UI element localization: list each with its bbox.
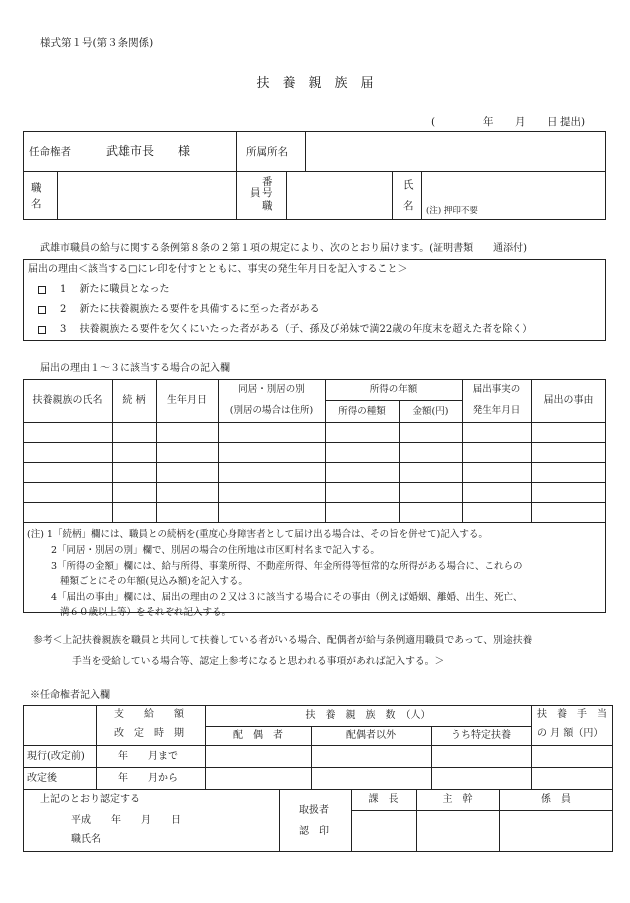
special-dependent-label: うち特定扶養 (451, 730, 511, 741)
reason-item-3: 3 扶養親族たる要件を欠くにいたった者がある（子、孫及び弟妹で満22歳の年度末を超えた者を除く） (38, 324, 532, 336)
form-number: 様式第１号(第３条関係) (40, 37, 154, 49)
handler-seal-label: 認 印 (299, 826, 329, 837)
allowance-label-1: 扶 養 手 当 (537, 709, 607, 720)
approval-date: 平成 年 月 日 (71, 815, 181, 826)
submission-date: ( 年 月 日 提出) (431, 116, 586, 128)
reference-text-2: 手当を受給している場合等、認定上参考になると思われる事項があれば記入する。＞ (72, 656, 445, 667)
revised-row-date: 年 月から (118, 773, 178, 784)
staff-label: 係 員 (541, 794, 571, 805)
col-cohabitation-note: (別居の場合は住所) (229, 405, 314, 417)
col-dependent-name: 扶養親族の氏名 (32, 394, 103, 406)
seal-note: (注) 押印不要 (426, 206, 478, 216)
reason-heading: 届出の理由＜該当する□にレ印を付すとともに、事実の発生年月日を記入すること＞ (28, 264, 408, 275)
pay-amount-label: 支 給 額 (114, 709, 184, 720)
current-row-date: 年 月まで (118, 751, 178, 762)
revised-row-label: 改定後 (27, 773, 57, 784)
chief-label: 課 長 (368, 794, 399, 805)
col-event-date-2: 発生年月日 (472, 405, 521, 417)
reason-item-1: 1 新たに職員となった (38, 284, 170, 296)
assistant-label: 主 幹 (442, 794, 473, 805)
dependents-count-head: 扶 養 親 族 数 （人） (305, 710, 431, 721)
department-label: 所属所名 (246, 146, 288, 158)
note-4-cont: 満６０歳以上等）をそれぞれ記入する。 (60, 607, 232, 618)
handler-label: 取扱者 (299, 805, 329, 816)
position-label-top: 職 (31, 182, 42, 194)
revision-date-label: 改 定 時 期 (114, 728, 184, 739)
appointer-honorific: 様 (178, 144, 191, 158)
col-income-amount: 金額(円) (412, 405, 449, 417)
note-2: 2「同居・別居の別」欄で、別居の場合の住所地は市区町村名まで記入する。 (51, 545, 380, 556)
staff-number-label-2: 員 (250, 187, 261, 199)
col-event-date: 届出事実の (472, 384, 521, 396)
col-birth-date: 生年月日 (167, 394, 207, 406)
staff-number-field[interactable] (287, 172, 391, 219)
name-field[interactable] (422, 172, 605, 202)
approval-official: 職氏名 (71, 834, 101, 845)
col-annual-income: 所得の年額 (369, 384, 418, 396)
note-1: (注) 1「続柄」欄には、職員との続柄を(重度心身障害者として届け出る場合は、その旨を併せて)記入する。 (27, 529, 488, 540)
current-row-label: 現行(改定前) (27, 751, 85, 762)
reason-item-2: 2 新たに扶養親族たる要件を具備するに至った者がある (38, 304, 320, 316)
appointer-label: 任命権者 (29, 146, 71, 158)
staff-number-label-3: 号 (262, 187, 273, 199)
appointer-value: 武雄市長 (106, 144, 155, 158)
name-label-bottom: 名 (403, 200, 414, 212)
note-4: 4「届出の事由」欄には、届出の理由の２又は３に該当する場合にその事由（例えば婚姻、離婚、出生、死亡、 (51, 592, 523, 603)
col-relationship: 続 柄 (122, 394, 146, 406)
spouse-label: 配 偶 者 (233, 730, 283, 741)
reference-text-1: 参考＜上記扶養親族を職員と共同して扶養している者がいる場合、配偶者が給与条例適用職員であって、別途扶養 (33, 635, 533, 646)
staff-number-label-4: 職 (262, 200, 273, 212)
dependents-entry-rows[interactable] (24, 423, 605, 521)
col-income-type: 所得の種類 (338, 405, 386, 417)
staff-number-label-1: 番 (262, 176, 273, 188)
non-spouse-label: 配偶者以外 (346, 730, 396, 741)
allowance-entry-cells[interactable] (206, 746, 612, 788)
reason-1-checkbox[interactable] (38, 286, 46, 294)
position-label-bottom: 名 (31, 198, 42, 210)
name-label-top: 氏 (403, 179, 414, 191)
declaration-text: 武雄市職員の給与に関する条例第８条の２第１項の規定により、次のとおり届けます。(証明書類 通添付) (40, 243, 528, 254)
col-cohabitation: 同居・別居の別 (238, 384, 305, 396)
col-reason: 届出の事由 (543, 394, 594, 406)
note-3: 3「所得の金額」欄には、給与所得、事業所得、不動産所得、年金所得等恒常的な所得がある場合に、これらの (51, 561, 523, 572)
appointer-section-title: ※任命権者記入欄 (30, 690, 110, 701)
reason-2-checkbox[interactable] (38, 306, 46, 314)
allowance-label-2: の 月 額（円） (537, 728, 604, 739)
section2-title: 届出の理由１～３に該当する場合の記入欄 (40, 363, 230, 374)
position-field[interactable] (58, 172, 235, 219)
reason-3-checkbox[interactable] (38, 326, 46, 334)
seal-entry-cells[interactable] (352, 811, 612, 851)
page-title: 扶 養 親 族 届 (256, 76, 374, 91)
note-3-cont: 種類ごとにその年額(見込み額)を記入する。 (60, 576, 248, 587)
department-field[interactable] (306, 132, 605, 170)
approval-text: 上記のとおり認定する (40, 794, 140, 805)
